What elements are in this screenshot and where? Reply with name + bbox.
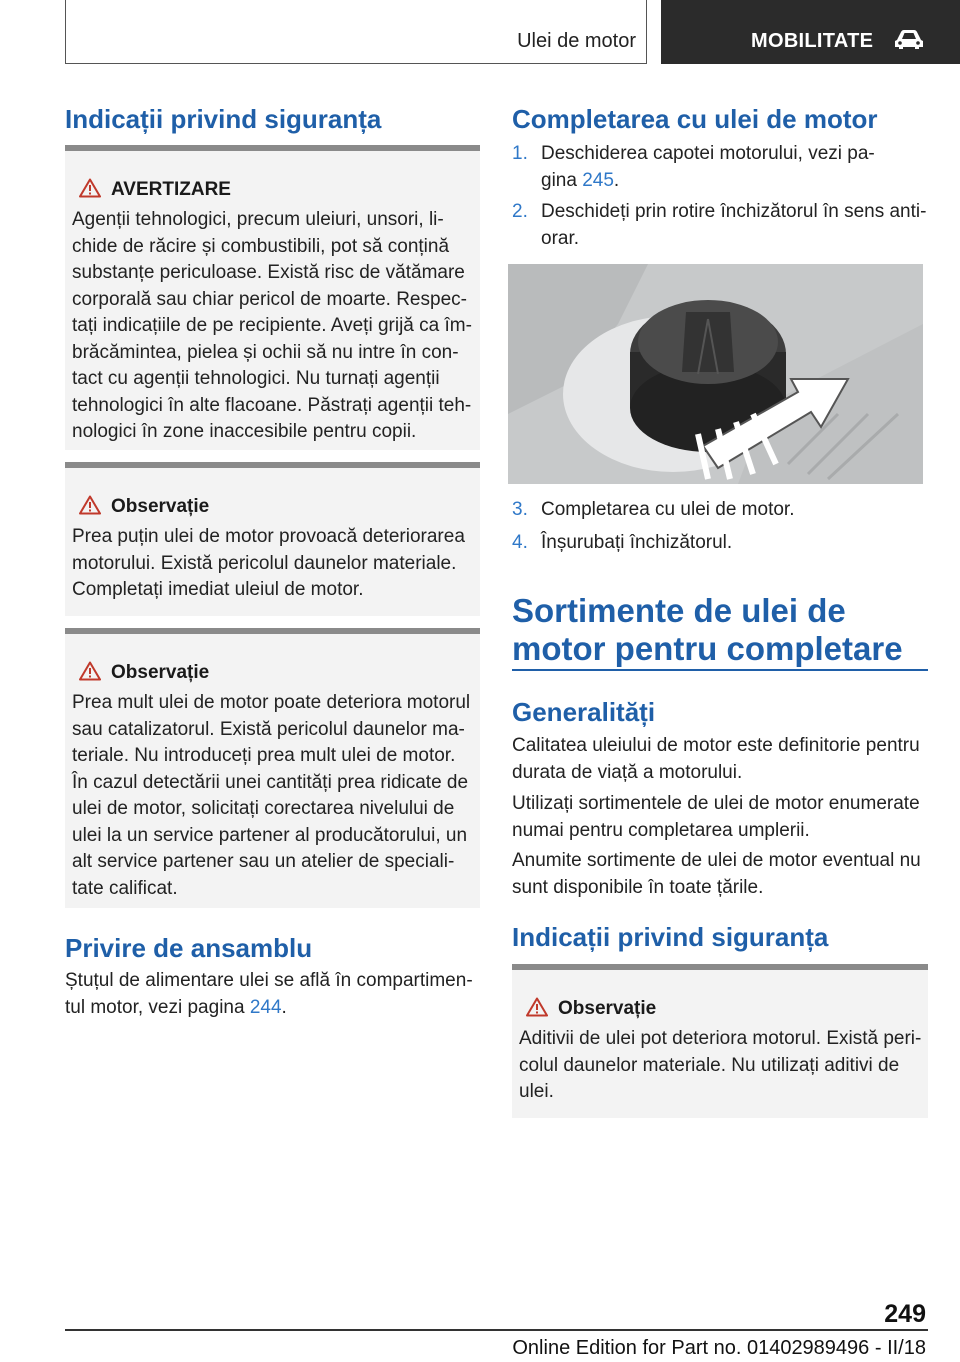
notice-title: Observație [111,496,210,517]
heading-safety-instructions: Indicații privind siguranța [512,922,829,952]
footer-rule [65,1329,928,1331]
warning-triangle-icon [79,178,101,198]
list-item: 1. Deschiderea capotei motorului, vezi pa‐ gina 245. [512,143,875,191]
warning-title: AVERTIZARE [111,179,231,200]
heading-general: Generalități [512,697,656,727]
list-item: 3. Completarea cu ulei de motor. [512,499,795,520]
heading-overview: Privire de ansamblu [65,933,313,963]
heading-safety-instructions: Indicații privind siguranța [65,104,382,134]
heading-fill-engine-oil: Completarea cu ulei de motor [512,104,878,134]
list-item: 4. Înșurubați închizătorul. [512,532,733,553]
notice-text: Prea mult ulei de motor poate deteriora motorul sau catalizatorul. Există pericolul daunelor ma‐ teriale. Nu introduceți prea mult ulei de motor. În cazul detectării unei cantități prea ridicate de ulei de motor, solicitați corectarea nivelului de ulei la un service partener al producătorului, un alt service partener sau un atelier de speciali‐ tate calificat. [72,692,471,899]
car-icon [893,28,925,50]
notice-text: Aditivii de ulei pot deteriora motorul. Există peri‐ colul daunelor materiale. Nu utilizați aditivi de ulei. [519,1028,922,1102]
overview-text: Ștuțul de alimentare ulei se află în compartimen‐ tul motor, vezi pagina 244. [65,970,473,1018]
notice-box [512,964,928,1118]
warning-text: Agenții tehnologici, precum uleiuri, unsori, li‐ chide de răcire și combustibili, pot să conțină substanțe periculoase. Există risc de vătămare corporală sau chiar pericol de moarte. Respec‐ tați indicațiile de pe recipiente. Aveți grijă ca îm‐ brăcămintea, pielea și ochii să nu intre în con‐ tact cu agenții tehnologici. Nu turnați agenții tehnologici în alte flacoane. Păstrați agenții teh‐ nologici în zone inaccesibile pentru copii. [72,209,472,442]
general-paragraph: Anumite sortimente de ulei de motor eventual nu sunt disponibile în toate țările. [512,850,921,898]
page-number: 249 [884,1300,926,1328]
header-chapter-bar [661,0,960,64]
notice-title: Observație [111,662,210,683]
page-link[interactable]: 245 [582,170,614,191]
heading-oil-grades: Sortimente de ulei de motor pentru completare [512,592,903,667]
general-paragraph: Utilizați sortimentele de ulei de motor enumerate numai pentru completarea umplerii. [512,793,920,841]
header-chapter-title: MOBILITATE [751,30,874,52]
heading-rule [512,669,928,671]
warning-triangle-icon [526,997,548,1017]
footer-edition: Online Edition for Part no. 01402989496 - II/18 [512,1337,926,1359]
oil-filler-cap-image [508,264,923,484]
general-paragraph: Calitatea uleiului de motor este definitorie pentru durata de viață a motorului. [512,735,920,783]
warning-box [65,145,480,450]
warning-triangle-icon [79,495,101,515]
list-item: 2. Deschideți prin rotire închizătorul în sens anti‐ orar. [512,201,927,249]
oil-filler-cap-illustration [508,264,923,484]
page-link[interactable]: 244 [249,997,282,1018]
notice-title: Observație [558,998,657,1019]
warning-triangle-icon [79,661,101,681]
header-section-title: Ulei de motor [517,30,636,52]
notice-text: Prea puțin ulei de motor provoacă deteriorarea motorului. Există pericolul daunelor materiale. Completați imediat uleiul de motor. [72,526,465,600]
notice-box [65,628,480,908]
notice-box [65,462,480,616]
